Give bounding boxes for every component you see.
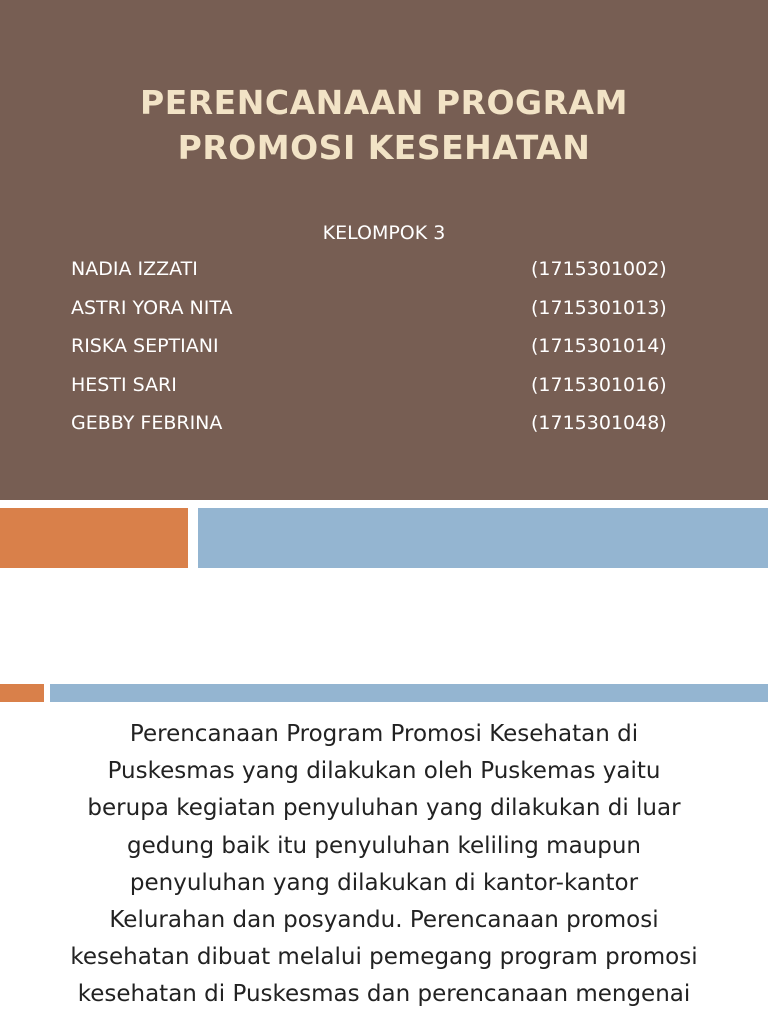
member-name: GEBBY FEBRINA xyxy=(71,412,223,434)
member-id: (1715301002) xyxy=(531,258,667,280)
member-name: NADIA IZZATI xyxy=(71,258,198,280)
member-row xyxy=(0,335,768,374)
member-row xyxy=(0,258,768,297)
slide-2-accent-bar-blue xyxy=(50,684,768,702)
member-list xyxy=(0,258,768,451)
slide-title xyxy=(0,80,768,170)
body-line: penyuluhan yang dilakukan di kantor-kantor xyxy=(129,869,639,896)
accent-bar-orange xyxy=(0,508,188,568)
member-name: RISKA SEPTIANI xyxy=(71,335,219,357)
body-line: Kelurahan dan posyandu. Perencanaan promosi xyxy=(109,907,659,934)
title-band xyxy=(0,0,768,500)
member-id: (1715301016) xyxy=(531,373,667,396)
member-name: HESTI SARI xyxy=(71,373,177,396)
member-id: (1715301048) xyxy=(531,412,667,434)
slide-2-body-text xyxy=(40,716,728,1014)
member-row xyxy=(0,374,768,413)
title-line-1: PERENCANAAN PROGRAM xyxy=(140,83,628,122)
body-line: gedung baik itu penyuluhan keliling maupun xyxy=(127,832,641,859)
member-row xyxy=(0,297,768,336)
body-line: Perencanaan Program Promosi Kesehatan di xyxy=(129,721,639,747)
member-name: ASTRI YORA NITA xyxy=(71,296,233,319)
body-line: kesehatan di Puskesmas dan perencanaan mengenai xyxy=(77,981,691,1008)
member-row xyxy=(0,412,768,451)
body-line: Puskesmas yang dilakukan oleh Puskemas yaitu xyxy=(107,758,661,785)
title-line-2: PROMOSI KESEHATAN xyxy=(177,128,591,167)
group-label: KELOMPOK 3 xyxy=(322,222,446,244)
member-id: (1715301013) xyxy=(531,296,667,319)
member-id: (1715301014) xyxy=(531,335,667,357)
accent-bar-blue xyxy=(198,508,768,568)
body-line: berupa kegiatan penyuluhan yang dilakukan di luar xyxy=(87,795,681,822)
body-line: kesehatan dibuat melalui pemegang program promosi xyxy=(70,944,698,971)
slide-2-accent-bar-orange xyxy=(0,684,44,702)
